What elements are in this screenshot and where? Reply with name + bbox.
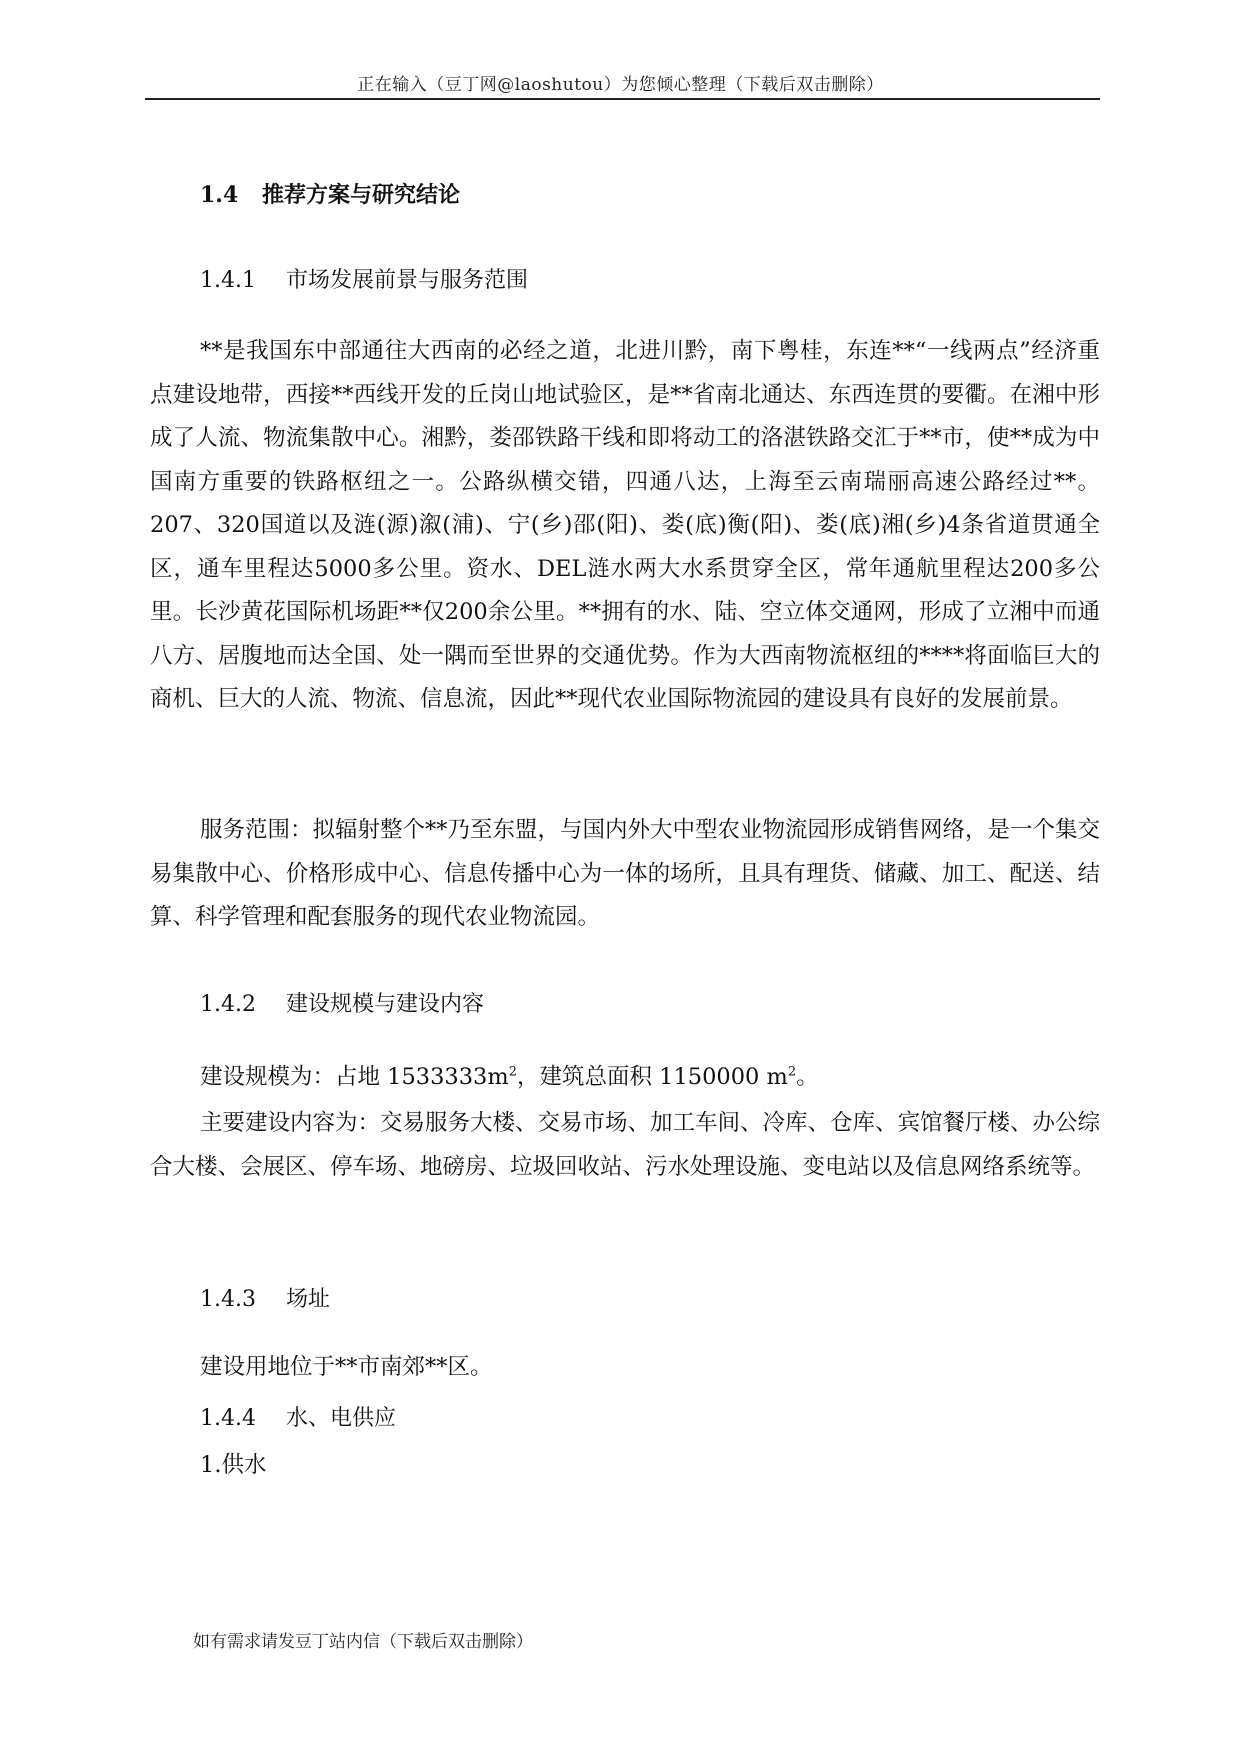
page-header: 正在输入（豆丁网@laoshutou）为您倾心整理（下载后双击删除）: [357, 75, 884, 95]
subsection-title: 市场发展前景与服务范围: [286, 268, 529, 293]
site-paragraph: 建设用地位于**市南郊**区。: [200, 1354, 493, 1380]
section-heading: [200, 178, 460, 209]
page-footer: 如有需求请发豆丁站内信（下载后双击删除）: [193, 1632, 533, 1652]
water-supply-item: 1.供水: [200, 1452, 267, 1478]
superscript: 2: [787, 1064, 797, 1080]
service-scope-paragraph: 服务范围：拟辐射整个**乃至东盟，与国内外大中型农业物流园形成销售网络，是一个集交易集散中心、价格形成中心、信息传播中心为一体的场所，且具有理货、储藏、加工、配送、结算、科学管理和配套服务的现代农业物流园。: [150, 817, 1101, 930]
subsection-number: 1.4.2: [200, 992, 256, 1017]
subsection-heading-4: [200, 1401, 396, 1432]
scale-text-1: 建设规模为：占地 1533333m: [200, 1064, 509, 1090]
subsection-number: 1.4.3: [200, 1287, 256, 1312]
subsection-number: 1.4.4: [200, 1406, 256, 1431]
section-number: 1.4: [200, 182, 239, 208]
subsection-title: 水、电供应: [286, 1406, 397, 1431]
superscript: 2: [508, 1064, 517, 1080]
subsection-title: 场址: [286, 1287, 331, 1312]
scale-text-2: ，建筑总面积 1150000 m: [516, 1064, 788, 1090]
construction-scale-line: [200, 1062, 819, 1092]
scale-text-3: 。: [796, 1064, 819, 1090]
market-paragraph: **是我国东中部通往大西南的必经之道，北进川黔，南下粤桂，东连**“一线两点”经济重点建设地带，西接**西线开发的丘岗山地试验区，是**省南北通达、东西连贯的要衢。在湘中形成了人流、物流集散中心。湘黔，娄邵铁路干线和即将动工的洛湛铁路交汇于**市，使**成为中国南方重要的铁路枢纽之一。公路纵横交错，四通八达，上海至云南瑞丽高速公路经过**。207、320国道以及涟(源)溆(浦)、宁(乡)邵(阳)、娄(底)衡(阳)、娄(底)湘(乡)4条省道贯通全区，通车里程达5000多公里。资水、DEL涟水两大水系贯穿全区，常年通航里程达200多公里。长沙黄花国际机场距**仅200余公里。**拥有的水、陆、空立体交通网，形成了立湘中而通八方、居腹地而达全国、处一隅而至世界的交通优势。作为大西南物流枢纽的****将面临巨大的商机、巨大的人流、物流、信息流，因此**现代农业国际物流园的建设具有良好的发展前景。: [150, 338, 1100, 712]
subsection-heading-2: [200, 987, 484, 1018]
header-rule: [145, 98, 1100, 100]
construction-content-paragraph: 主要建设内容为：交易服务大楼、交易市场、加工车间、冷库、仓库、宾馆餐厅楼、办公综合大楼、会展区、停车场、地磅房、垃圾回收站、污水处理设施、变电站以及信息网络系统等。: [150, 1110, 1101, 1180]
subsection-heading-3: [200, 1282, 330, 1313]
section-title: 推荐方案与研究结论: [262, 182, 461, 208]
subsection-number: 1.4.1: [200, 268, 256, 293]
subsection-heading-1: [200, 263, 528, 294]
subsection-title: 建设规模与建设内容: [286, 992, 485, 1017]
